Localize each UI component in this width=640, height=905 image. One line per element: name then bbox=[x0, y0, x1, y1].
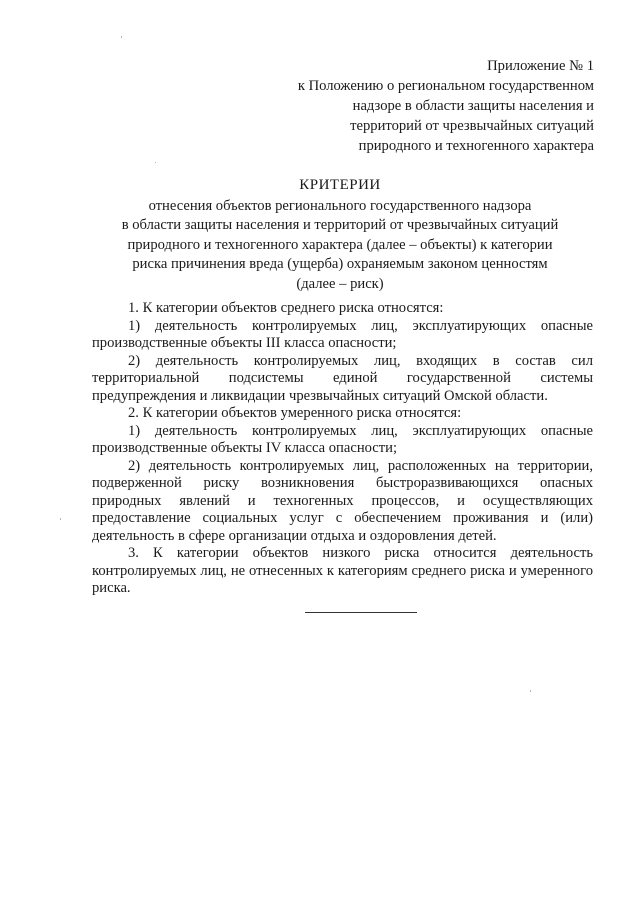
paragraph-item: 1) деятельность контролируемых лиц, эксплуатирующих опасные производственные объекты III класса опасности; bbox=[92, 317, 593, 351]
appendix-line: надзоре в области защиты населения и bbox=[352, 98, 594, 114]
subtitle-line: (далее – риск) bbox=[296, 275, 384, 292]
subtitle-line: риска причинения вреда (ущерба) охраняемым законом ценностям bbox=[132, 256, 548, 272]
paragraph-item: 1) деятельность контролируемых лиц, эксплуатирующих опасные производственные объекты IV класса опасности; bbox=[92, 422, 593, 456]
criteria-title-block bbox=[90, 176, 590, 294]
appendix-header bbox=[254, 56, 594, 156]
appendix-line: природного и техногенного характера bbox=[358, 138, 594, 154]
scan-speck bbox=[530, 690, 531, 692]
appendix-line: Приложение № 1 bbox=[487, 58, 594, 74]
subtitle-line: природного и техногенного характера (далее – объекты) к категории bbox=[127, 236, 553, 253]
document-body bbox=[92, 300, 593, 598]
paragraph-section-2: 2. К категории объектов умеренного риска относятся: bbox=[128, 405, 462, 421]
paragraph-section-1: 1. К категории объектов среднего риска относятся: bbox=[128, 300, 444, 316]
scan-speck bbox=[155, 162, 156, 163]
paragraph-section-3: 3. К категории объектов низкого риска относится деятельность контролируемых лиц, не отнесенных к категориям среднего риска и умеренного риска. bbox=[92, 545, 593, 596]
appendix-line: к Положению о региональном государственном bbox=[297, 78, 594, 94]
scan-speck bbox=[60, 518, 61, 520]
closing-separator-line bbox=[305, 612, 417, 613]
document-title: КРИТЕРИИ bbox=[299, 177, 381, 193]
appendix-line: территорий от чрезвычайных ситуаций bbox=[350, 118, 594, 134]
subtitle-line: отнесения объектов регионального государственного надзора bbox=[148, 197, 532, 214]
subtitle-line: в области защиты населения и территорий от чрезвычайных ситуаций bbox=[121, 217, 559, 233]
scan-speck bbox=[121, 36, 122, 38]
paragraph-item: 2) деятельность контролируемых лиц, расположенных на территории, подверженной риску возникновения быстроразвивающихся опасных природных явлений и техногенных процессов, и осуществляющих предоставление социальных услуг с обеспечением проживания и (или) деятельность в сфере организации отдыха и оздоровления детей. bbox=[92, 457, 593, 544]
paragraph-item: 2) деятельность контролируемых лиц, входящих в состав сил территориальной подсистемы единой государственной системы предупреждения и ликвидации чрезвычайных ситуаций Омской области. bbox=[92, 352, 593, 404]
